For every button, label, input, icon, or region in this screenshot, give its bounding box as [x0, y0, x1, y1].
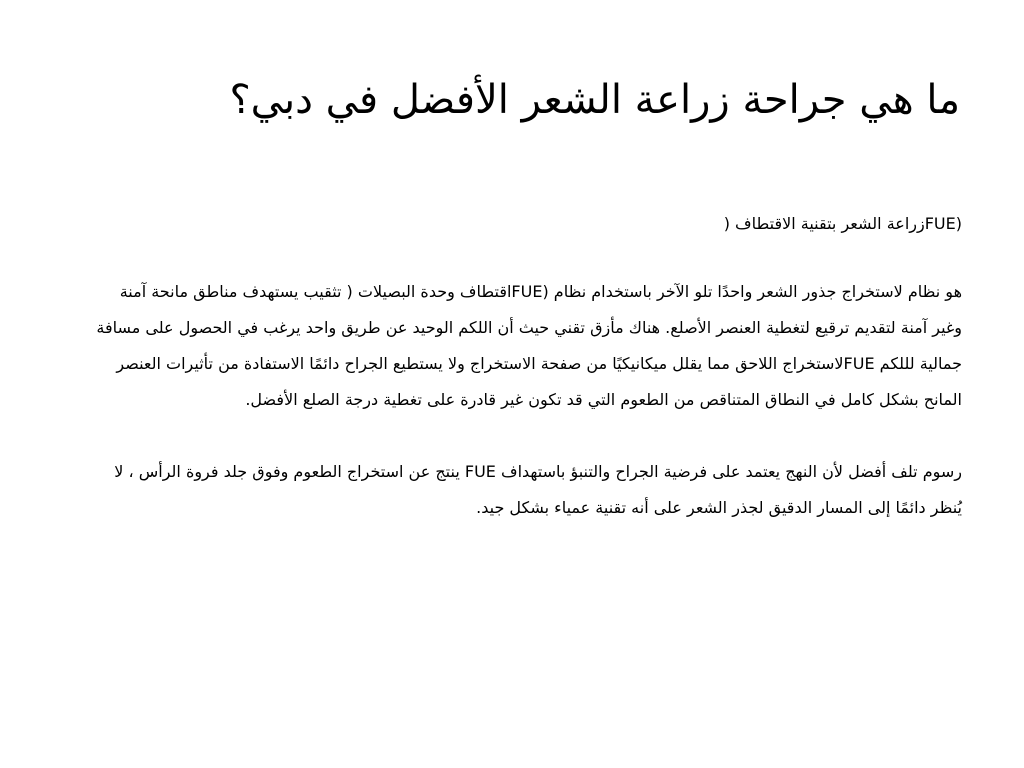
paragraph-fue-drawbacks: رسوم تلف أفضل لأن النهج يعتمد على فرضية الجراح والتنبؤ باستهداف FUE ينتج عن استخراج الطعوم وفوق جلد فروة الرأس ، لا يُنظر دائمًا إلى المسار الدقيق لجذر الشعر على أنه تقنية عمياء بشكل جيد.	[114, 462, 962, 517]
slide-body	[86, 206, 962, 526]
slide-title: ما هي جراحة زراعة الشعر الأفضل في دبي؟	[229, 77, 960, 123]
paragraph-fue-description: هو نظام لاستخراج جذور الشعر واحدًا تلو الآخر باستخدام نظام (FUEاقتطاف وحدة البصيلات ( تثقيب يستهدف مناطق مانحة آمنة وغير آمنة لتقديم ترقيع لتغطية العنصر الأصلع. هناك مأزق تقني حيث أن اللكم الوحيد عن طريق واحد يرغب في الحصول على مسافة جمالية لللكم FUEلاستخراج اللاحق مما يقلل ميكانيكيًا من صفحة الاستخراج ولا يستطيع الجراح دائمًا الاستفادة من تأثيرات العنصر المانح بشكل كامل في النطاق المتناقص من الطعوم التي قد تكون غير قادرة على تغطية درجة الصلع الأفضل.	[96, 282, 962, 409]
slide-subheading: (FUEزراعة الشعر بتقنية الاقتطاف (	[723, 214, 962, 233]
